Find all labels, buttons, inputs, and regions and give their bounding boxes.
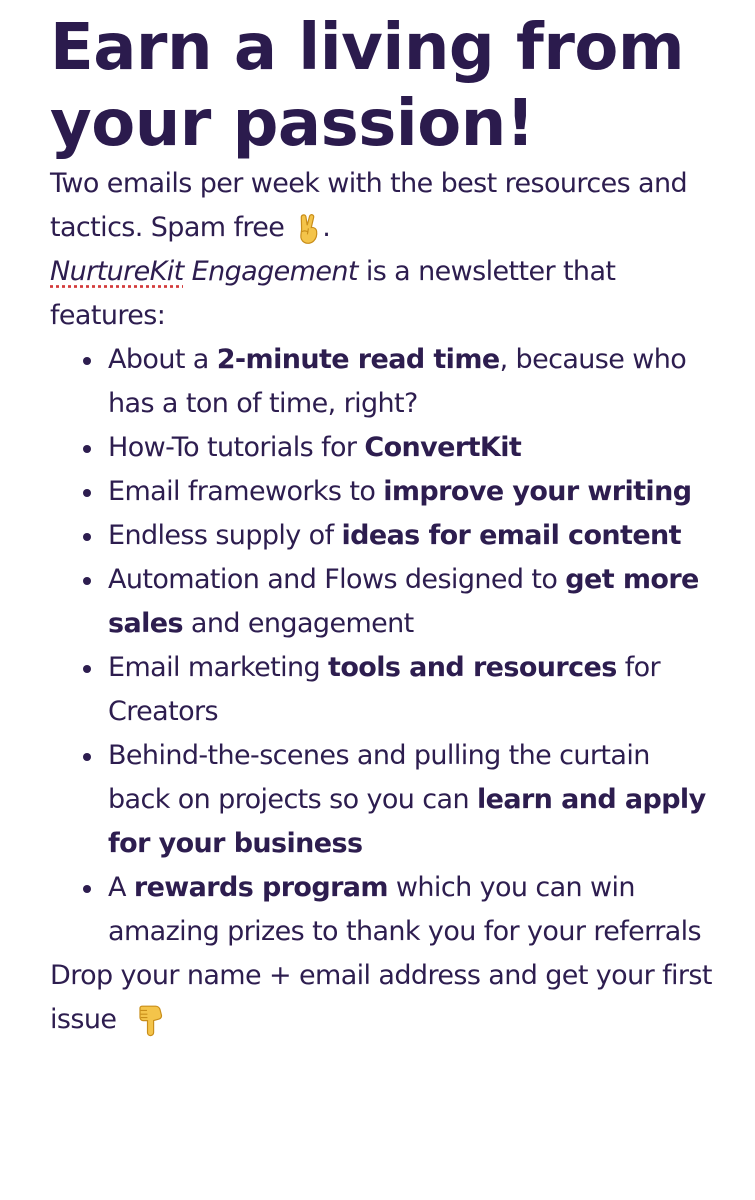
headline-line-1: Earn a living from (50, 11, 685, 85)
headline-line-2: your passion! (50, 87, 535, 161)
newsletter-name: Engagement (191, 256, 358, 287)
list-item: A rewards program which you can win amazing prizes to thank you for your referrals (108, 866, 715, 954)
newsletter-description (50, 162, 715, 1042)
intro-paragraph (50, 162, 715, 250)
cta-text: Drop your name + email address and get your first issue (50, 960, 712, 1035)
list-item: Automation and Flows designed to get more sales and engagement (108, 558, 715, 646)
call-to-action (50, 954, 715, 1042)
intro-text: Two emails per week with the best resources and tactics. Spam free (50, 168, 688, 243)
list-item: About a 2-minute read time, because who has a ton of time, right? (108, 338, 715, 426)
list-item: Endless supply of ideas for email content (108, 514, 715, 558)
list-item: Email frameworks to improve your writing (108, 470, 715, 514)
newsletter-description-text: is a newsletter that features: (50, 256, 616, 331)
intro-period: . (322, 212, 331, 243)
pointing-down-hand-icon (136, 1005, 164, 1037)
newsletter-intro (50, 250, 715, 338)
page-headline (50, 10, 715, 162)
brand-name: NurtureKit (50, 256, 184, 287)
list-item: Email marketing tools and resources for Creators (108, 646, 715, 734)
list-item: Behind-the-scenes and pulling the curtain back on projects so you can learn and apply for your business (108, 734, 715, 866)
victory-hand-icon (296, 213, 322, 245)
features-list (50, 338, 715, 954)
list-item: How-To tutorials for ConvertKit (108, 426, 715, 470)
